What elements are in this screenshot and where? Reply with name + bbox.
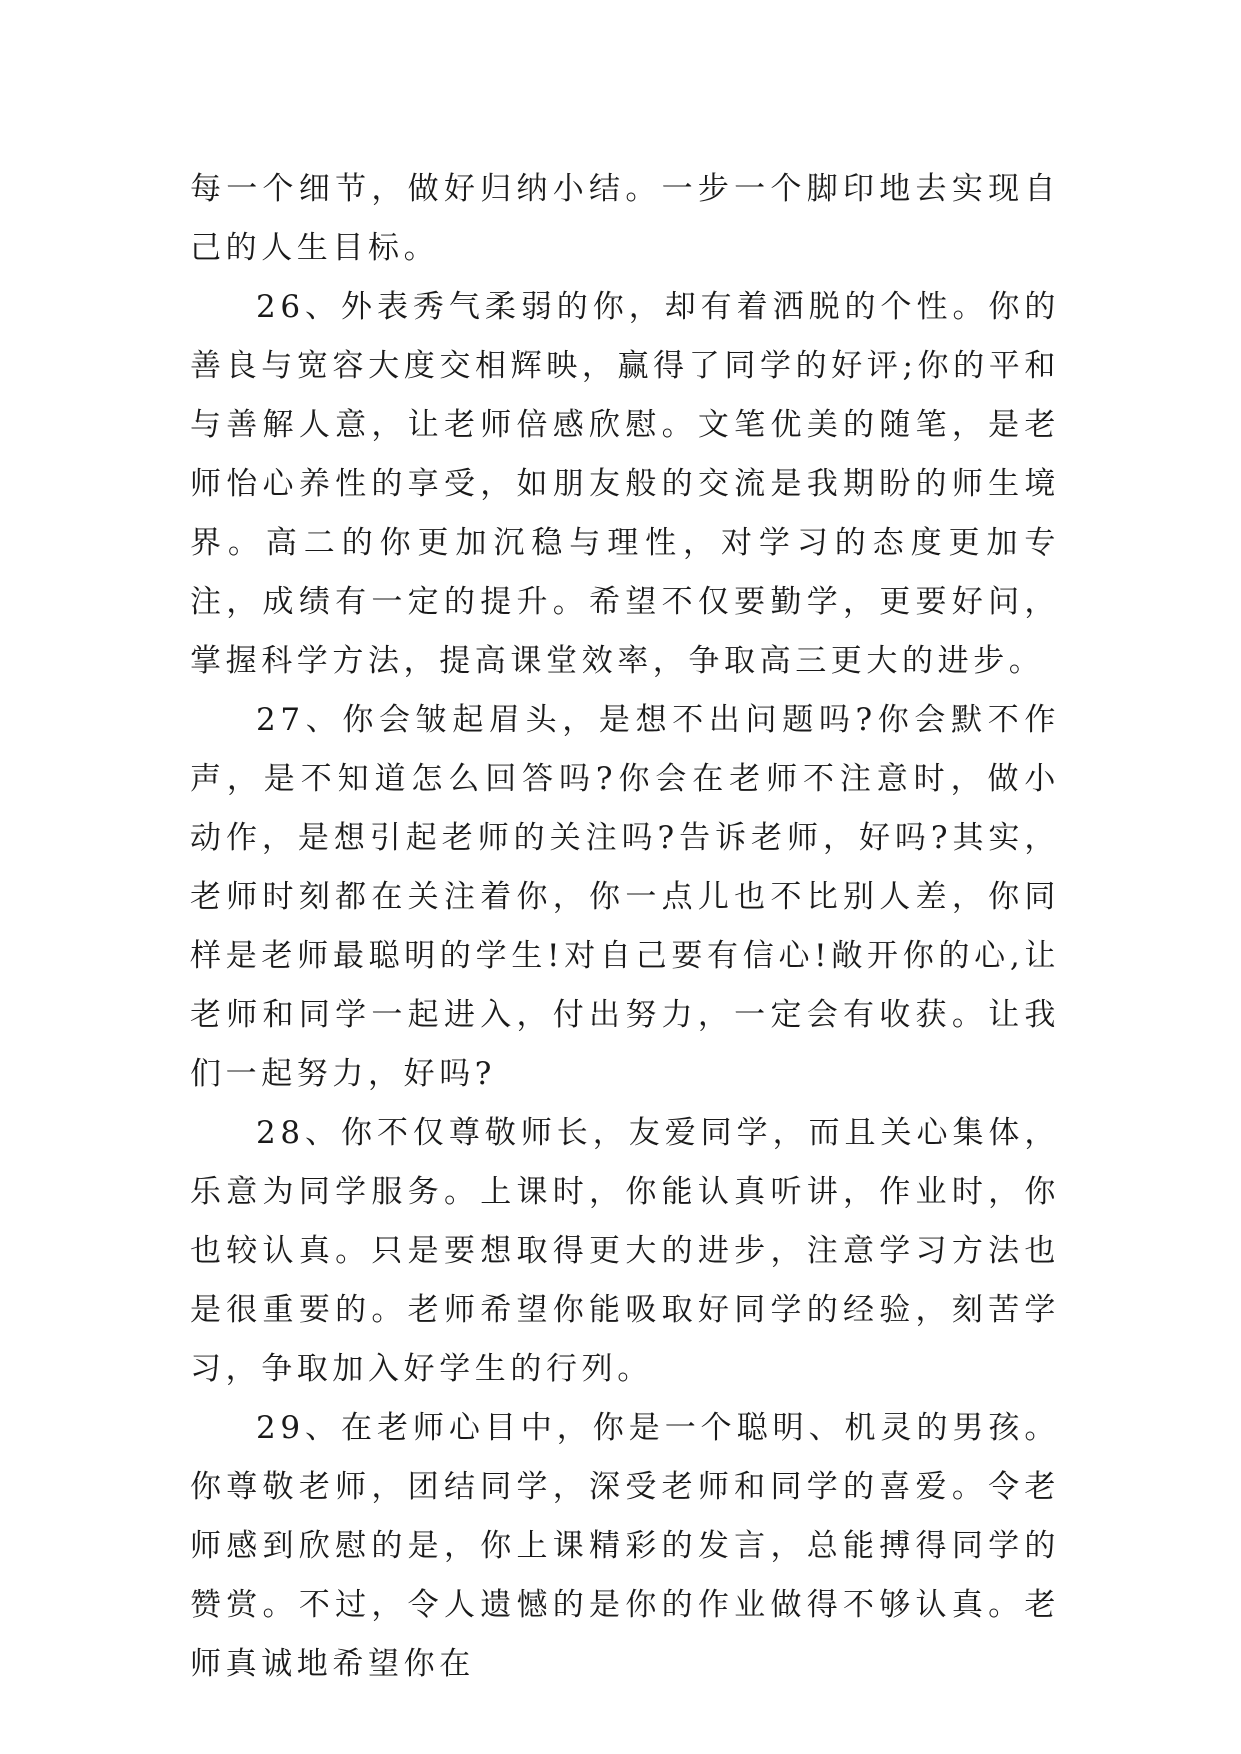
paragraph-27: 27、你会皱起眉头，是想不出问题吗?你会默不作声，是不知道怎么回答吗?你会在老师不注意时，做小动作，是想引起老师的关注吗?告诉老师，好吗?其实，老师时刻都在关注着你，你一点儿也不比别人差，你同样是老师最聪明的学生!对自己要有信心!敞开你的心,让老师和同学一起进入，付出努力，一定会有收获。让我们一起努力，好吗?	[190, 702, 1060, 1092]
paragraph-29: 29、在老师心目中，你是一个聪明、机灵的男孩。你尊敬老师，团结同学，深受老师和同学的喜爱。令老师感到欣慰的是，你上课精彩的发言，总能搏得同学的赞赏。不过，令人遗憾的是你的作业做得不够认真。老师真诚地希望你在	[190, 1410, 1060, 1682]
document-body	[190, 160, 1060, 1694]
paragraph-26: 26、外表秀气柔弱的你，却有着洒脱的个性。你的善良与宽容大度交相辉映，赢得了同学的好评;你的平和与善解人意，让老师倍感欣慰。文笔优美的随笔，是老师怡心养性的享受，如朋友般的交流是我期盼的师生境界。高二的你更加沉稳与理性，对学习的态度更加专注，成绩有一定的提升。希望不仅要勤学，更要好问，掌握科学方法，提高课堂效率，争取高三更大的进步。	[190, 289, 1060, 679]
paragraph-continuation: 每一个细节，做好归纳小结。一步一个脚印地去实现自己的人生目标。	[190, 171, 1060, 266]
paragraph-28: 28、你不仅尊敬师长，友爱同学，而且关心集体，乐意为同学服务。上课时，你能认真听讲，作业时，你也较认真。只是要想取得更大的进步，注意学习方法也是很重要的。老师希望你能吸取好同学的经验，刻苦学习，争取加入好学生的行列。	[190, 1115, 1060, 1387]
